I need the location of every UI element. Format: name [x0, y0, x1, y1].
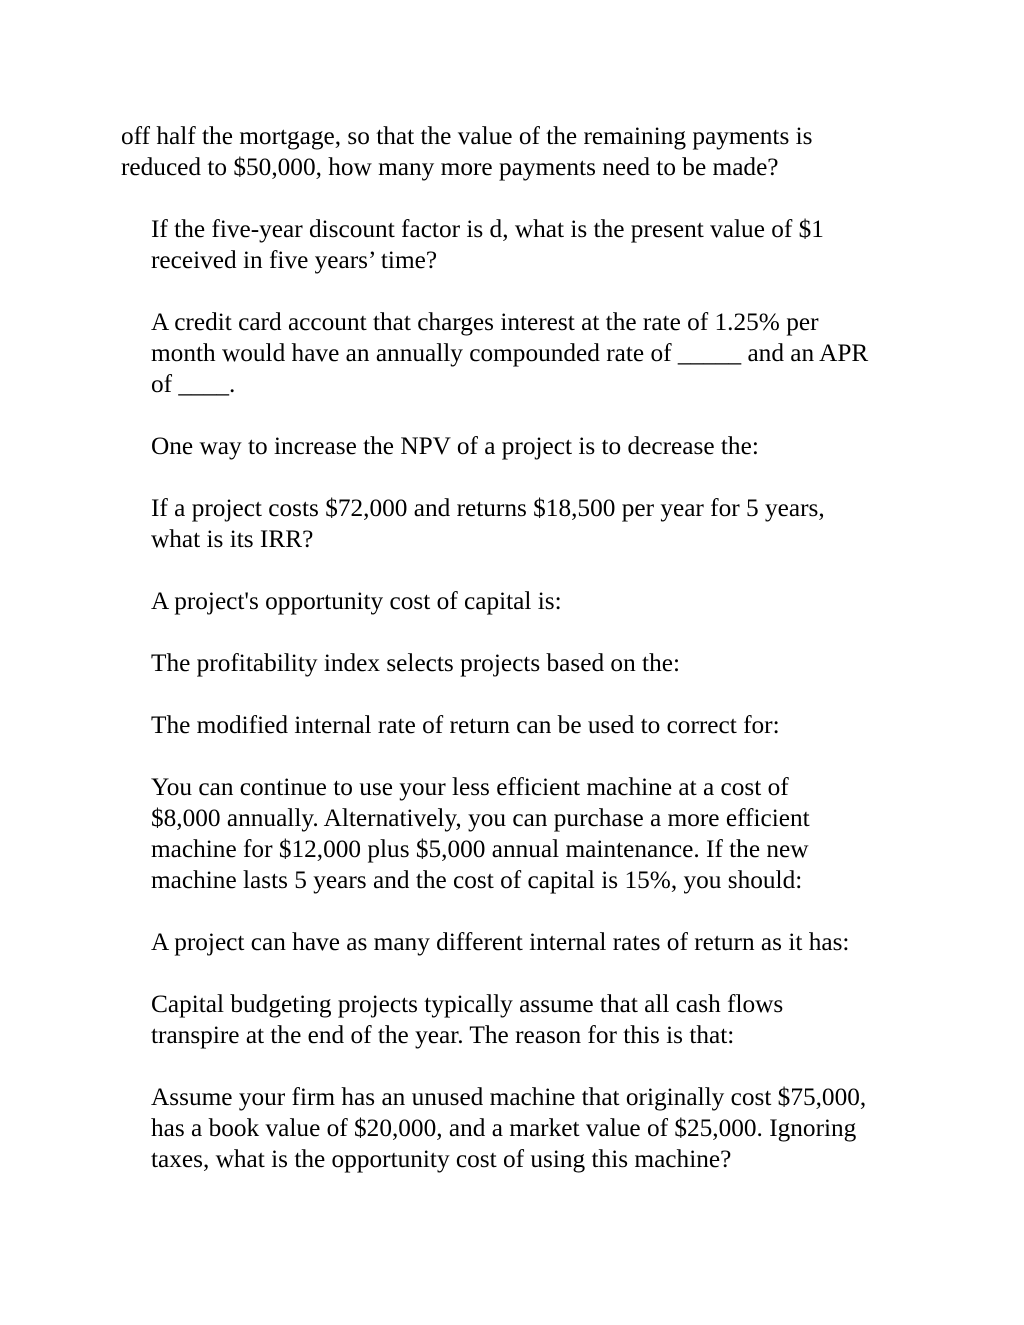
text-line: has a book value of $20,000, and a market value of $25,000. Ignoring — [151, 1114, 857, 1142]
text-line: A credit card account that charges interest at the rate of 1.25% per — [151, 308, 819, 336]
text-line: machine for $12,000 plus $5,000 annual maintenance. If the new — [151, 835, 809, 863]
text-line: $8,000 annually. Alternatively, you can purchase a more efficient — [151, 804, 810, 832]
paragraph-discount-factor — [121, 214, 921, 276]
text-line: reduced to $50,000, how many more payments need to be made? — [121, 153, 779, 181]
paragraph-unused-machine — [121, 1082, 921, 1175]
text-line: Assume your firm has an unused machine that originally cost $75,000, — [151, 1083, 867, 1111]
paragraph-cash-flow-timing — [121, 989, 921, 1051]
text-line: of ____. — [151, 370, 236, 398]
paragraph-increase-npv — [121, 431, 921, 462]
paragraph-opportunity-cost — [121, 586, 921, 617]
paragraph-modified-irr — [121, 710, 921, 741]
text-line: taxes, what is the opportunity cost of using this machine? — [151, 1145, 732, 1173]
text-line: Capital budgeting projects typically assume that all cash flows — [151, 990, 784, 1018]
text-line: A project can have as many different internal rates of return as it has: — [151, 928, 850, 956]
text-line: received in five years’ time? — [151, 246, 438, 274]
paragraph-credit-card-rate — [121, 307, 921, 400]
paragraph-machine-replacement — [121, 772, 921, 896]
text-line: month would have an annually compounded rate of _____ and an APR — [151, 339, 869, 367]
document-page — [121, 121, 921, 1206]
text-line: A project's opportunity cost of capital is: — [151, 587, 562, 615]
paragraph-multiple-irr — [121, 927, 921, 958]
text-line: The profitability index selects projects based on the: — [151, 649, 680, 677]
text-line: transpire at the end of the year. The reason for this is that: — [151, 1021, 735, 1049]
text-line: You can continue to use your less efficient machine at a cost of — [151, 773, 789, 801]
text-line: off half the mortgage, so that the value of the remaining payments is — [121, 122, 813, 150]
paragraph-mortgage-payments — [121, 121, 921, 183]
text-line: One way to increase the NPV of a project is to decrease the: — [151, 432, 759, 460]
text-line: If a project costs $72,000 and returns $18,500 per year for 5 years, — [151, 494, 825, 522]
paragraph-profitability-index — [121, 648, 921, 679]
paragraph-project-irr — [121, 493, 921, 555]
text-line: what is its IRR? — [151, 525, 314, 553]
text-line: The modified internal rate of return can be used to correct for: — [151, 711, 780, 739]
text-line: machine lasts 5 years and the cost of capital is 15%, you should: — [151, 866, 803, 894]
text-line: If the five-year discount factor is d, what is the present value of $1 — [151, 215, 824, 243]
